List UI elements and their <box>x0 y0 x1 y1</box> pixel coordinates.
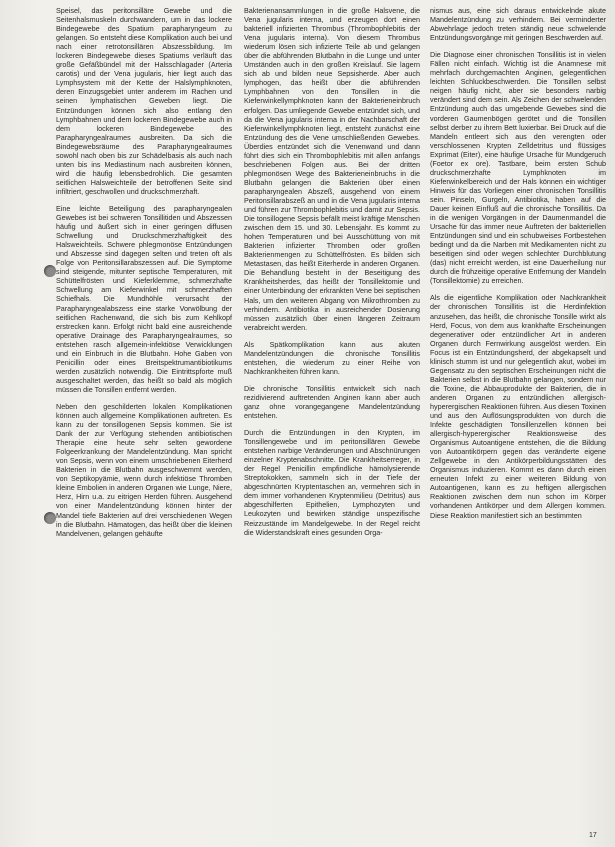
paragraph: Durch die Entzündungen in den Krypten, im Tonsillengewebe und im peritonsillären Gewebe entstehen narbige Veränderungen und Abschnürungen einzelner Kryptenabschnitte. Die Krankheitserreger, in der Regel Penicillin empfindliche hämolysierende Streptokokken, sammeln sich in der Tiefe der abgeschnürten Kryptentaschen an, vermehren sich in dem immer vorhandenen Kryptenmilieu (Detritus) aus abgeschilferten Epithelien, Lymphozyten und Leukozyten und bewirken ständige unspezifische Reizzustände im Mandelgewebe. In der Regel reicht die Widerstandskraft eines gesunden Orga- <box>244 428 420 537</box>
paragraph: Die chronische Tonsillitis entwickelt sich nach rezidivierend auftretenden Anginen kann aber auch ganz ohne vorangegangene Mandelentzündung entstehen. <box>244 383 420 421</box>
paragraph: Als die eigentliche Komplikation oder Nachkrankheit der chronischen Tonsillitis ist die Herdinfektion anzusehen, das heißt, die chronische Tonsille wirkt als Herd, Focus, von dem aus krankhafte Erscheinungen degenerativer oder entzündlicher Art in anderen Organen durch Fernwirkung ausgelöst werden. Ein Focus ist ein Entzündungsherd, der abgekapselt und klinisch stumm ist und nur gelegentlich akut, wobei im Gegensatz zu den septischen Erscheinungen nicht die Bakterien selbst in die Blutbahn gelangen, sondern nur die Toxine, die Abbauprodukte der Bakterien, die in anderen Organen zu entzündlichen allergisch-hyperergischen Reaktionen führen. Aus diesen Toxinen und aus den Auflösungsprodukten von durch die Infekte geschädigten Tonsillenzellen können bei allergisch-hyperergischer Reaktionsweise des Organismus Autoantigene entstehen, die die Bildung von Autoantikörpern gegen das veränderte eigene Zellgewebe in den Antikörperbildungsstätten des Organismus induzieren. Kommt es dann durch einen erneuten Infekt zu einer weiteren Bildung von Autoantigenen, kann es zu heftigen allergischen Reaktionen zwischen dem nun schon im Körper vorhandenen Antikörper und dem Allergen kommen. Diese Reaktion manifestiert sich an bestimmten <box>430 293 606 520</box>
paragraph: Speisel, das peritonsilläre Gewebe und die Seitenhalsmuskeln durchwandern, um in das lockere Bindegewebe des Spatium parapharyngeum zu gelangen. So entsteht diese Komplikation auch bei und nach einer retrotonsillären Abszessbildung. Im lockeren Bindegewebe dieses Spatiums verläuft das große Gefäßbündel mit der Halsschlagader (Arteria carotis) und der Vena jugularis, hier liegt auch das Lymphsystem mit der Kette der Halslymphknoten, deren Einzugsgebiet unter anderem im Rachen und seinen lymphatischen Geweben liegt. Die Entzündungen können sich also entlang den Lymphbahnen und dem lockeren Bindegewebe auch in dem lockeren Bindegewebe des Parapharyngealraumes ausbreiten. Da sich die Bindegewebsräume des Parapharyngealraumes sowohl nach oben bis zur Schädelbasis als auch nach unten bis ins Mediastinum nach ausbreiten können, wird die häufig lebensbedrohlich. Die gesamten seitlichen Halsweichteile der betroffenen Seite sind infiltriert, geschwollen und druckschmerzhaft. <box>56 6 232 196</box>
paragraph: Eine leichte Beteiligung des parapharyngealen Gewebes ist bei schweren Tonsillitiden und Abszessen häufig und äußert sich in einer geringen diffusen Schwellung und Druckschmerzhaftigkeit des Halsweichteils. Schwere phlegmonöse Entzündungen und Abszesse sind dagegen selten und treten oft als Folge von Peritonsillarabszessen auf. Die Symptome sind steigende, mitunter septische Temperaturen, mit Schüttelfrösten und Kieferklemme, schmerzhafte Schwellung am Kieferwinkel mit schmerzhaften Schiefhals. Die Mundhöhle verursacht der Parapharyngealabszess eine starke Vorwölbung der seitlichen Rachenwand, die sich bis zum Kehlkopf erstrecken kann. Erfolgt nicht bald eine ausreichende operative Drainage des Parapharyngealraumes, so entstehen rasch allgemein-infektiöse Verwicklungen und ein Einbruch in die Blutbahn. Hohe Gaben von Penicillin oder eines Breitspektrumantibiotikums werden zusätzlich notwendig. Die Eintrittspforte muß ausgeschaltet werden, das heißt so bald als möglich müssen die Tonsillen entfernt werden. <box>56 203 232 394</box>
paragraph: Als Spätkomplikation kann aus akuten Mandelentzündungen die chronische Tonsillitis entstehen, die wiederum zu einer Reihe von Nachkrankheiten führen kann. <box>244 339 420 376</box>
page-number: 17 <box>589 832 597 839</box>
paragraph: Neben den geschilderten lokalen Komplikationen können auch allgemeine Komplikationen auftreten. Es kann zu der tonsillogenen Sepsis kommen. Sie ist Dank der zur Verfügung stehenden antibiotischen Therapie eine heute sehr selten gewordene Folgeerkrankung der Mandelentzündung. Man spricht von Sepsis, wenn von einem umschriebenen Eiterherd Bakterien in die Blutbahn ausgeschwemmt werden, von Septikopyämie, wenn durch infektiöse Thromben kleine Embolien in anderen Organen wie Lunge, Niere, Herz, Hirn u.a. zu eitrigen Herden führen. Ausgehend von einer Mandelentzündung können hinter der Mandel tiefe Bakterien auf drei verschiedenen Wegen in die Blutbahn. Hämatogen, das heißt über die kleinen Mandelvenen, gelangen gehäufte <box>56 401 232 538</box>
paragraph: Die Diagnose einer chronischen Tonsillitis ist in vielen Fällen nicht einfach. Wichtig ist die Anamnese mit mehrfach durchgemachten Anginen, gelegentlichen leichten Schluckbeschwerden. Die Tonsillen selbst neigen häufig nicht, aber sie besonders narbig verändert sind dem sein. Als Zeichen der schwelenden Entzündung auch das umgebende Gewebes sind die vorderen Gaumenbögen gerötet und die Tonsillen selbst derber zu ihrem Bett luxierbar. Bei Druck auf die Mandeln entleert sich aus den verengten oder verschlossenen Krypten Zelldetritus und flüssiges Exprimat (Eiter), eine häufige Ursache für Mundgeruch (Foetor ex ore). Tastbare, beim ersten Schub druckschmerzhafte Lymphknoten im Kieferwinkelbereich und der Hals können ein wichtiger Hinweis für das Vorliegen einer chronischen Tonsillitis sein. Pinseln, Gurgeln, Antibiotika, haben auf die Dauer keinen Einfluß auf die chronische Tonsillitis. Da in die wenigen Vorgängen in der Daumenmandel die Ursache für das immer neue Auftreten der bakteriellen Entzündungen sind und ein schubweises Fortbestehen bedingt und da die Narben mit Medikamenten nicht zu beseitigen sind oder wegen schlechter Durchblutung (das) nicht erreicht werden, ist eine Dauerheilung nur durch die frühzeitige operative Entfernung der Mandeln (Tonsillektomie) zu erreichen. <box>430 50 606 286</box>
paragraph: Bakterienansammlungen in die große Halsvene, die Vena jugularis interna, und erzeugen dort einen bakteriell infizierten Thrombus (Thrombophlebitis der Vena jugularis interna). Von diesem Thrombus wiederum lösen sich infizierte Teile ab und gelangen über die abführenden Blutbahn in die Lunge und unter Umständen auch in den großen Kreislauf. Sie lagern sich ab und bilden neue Sepsisherde. Aber auch lymphogen, das heißt über die abführenden Lymphbahnen von den Tonsillen in die Kieferwinkellymphknoten kann der Bakterieneinbruch erfolgen. Das umliegende Gewebe entzündet sich, und da die Vena jugularis interna in der Nachbarschaft der Kieferwinkellymphknoten liegt, entsteht zunächst eine Entzündung des die Vene umschließenden Gewebes. Überdies entzündet sich die Venenwand und dann führt dies sich ein Thrombophlebitis mit allen anfangs beschriebenen Folgen aus. Bei der dritten phlegmonösen Wege des Bakterieneinbruchs in die Blutbahn gelangen die Bakterien über einen parapharyngealen Abszeß, ausgehend von einem Peritonsillarabszeß an und in die Vena jugularis interna und führen zur Thrombophlebitis und damit zur Sepsis. Die tonsillogene Sepsis befällt meist kräftige Menschen zwischen dem 15. und 30. Lebensjahr. Es kommt zu hohen Temperaturen und bei Ausschüttung von mit Bakterien infizierter Thromben oder großen Bakterienmengen zu Schüttelfrösten. Es bilden sich Metastasen, das heißt Eiterherde in anderen Organen. Die Behandlung besteht in der Beseitigung des Krankheitsherdes, das heißt der Tonsillektomie und einer Unterbindung der erkrankten Vene bei septischen Hals, um den weiteren Abgang von Mikrothromben zu verhindern. Antibiotika in ausreichender Dosierung müssen zusätzlich über einen längeren Zeitraum verabreicht werden. <box>244 6 420 332</box>
text-column-right <box>430 6 606 528</box>
punch-hole-icon <box>44 265 56 277</box>
punch-hole-icon <box>44 512 56 524</box>
text-column-middle <box>244 6 420 545</box>
paragraph: nismus aus, eine sich daraus entwickelnde akute Mandelentzündung zu verhindern. Bei verminderter Abwehrlage jedoch treten ständig neue schwelende Entzündungsvorgänge mit geringen Beschwerden auf. <box>430 6 606 43</box>
text-column-left <box>56 6 232 546</box>
